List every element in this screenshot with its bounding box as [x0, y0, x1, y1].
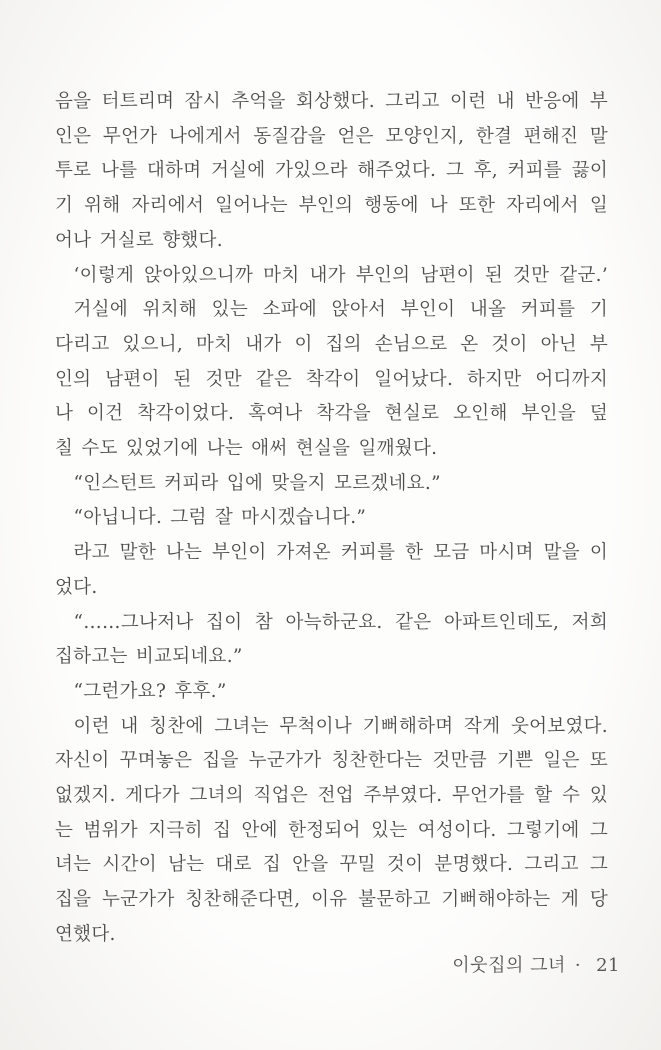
text-line: 라고 말한 나는 부인이 가져온 커피를 한 모금 마시며 말을 이: [73, 542, 608, 564]
text-line: ‘이렇게 앉아있으니까 마치 내가 부인의 남편이 된 것만 같군.’: [73, 264, 608, 286]
text-line: 집하고는 비교되네요.”: [55, 646, 243, 668]
text-line: 자신이 꾸며놓은 집을 누군가가 칭찬한다는 것만큼 기쁜 일은 또: [55, 750, 608, 772]
text-line: 음을 터트리며 잠시 추억을 회상했다. 그리고 이런 내 반응에 부: [55, 91, 608, 112]
text-line: “……그나저나 집이 참 아늑하군요. 같은 아파트인데도, 저희: [73, 611, 608, 633]
text-line: 거실에 위치해 있는 소파에 앉아서 부인이 내올 커피를 기: [73, 299, 608, 321]
text-line: 나 이건 착각이었다. 혹여나 착각을 현실로 오인해 부인을 덮: [55, 403, 608, 425]
text-line: 연했다.: [55, 923, 116, 945]
text-line: “아닙니다. 그럼 잘 마시겠습니다.”: [73, 507, 367, 529]
body-text: [55, 85, 608, 953]
text-line: 인은 무언가 나에게서 동질감을 얻은 모양인지, 한결 편해진 말: [55, 125, 608, 147]
text-line: 투로 나를 대하며 거실에 가있으라 해주었다. 그 후, 커피를 끓이: [55, 160, 608, 182]
text-line: 칠 수도 있었기에 나는 애써 현실을 일깨웠다.: [55, 438, 438, 460]
text-line: 없겠지. 게다가 그녀의 직업은 전업 주부였다. 무언가를 할 수 있: [55, 785, 608, 807]
text-line: 었다.: [55, 576, 98, 598]
page-footer: [452, 951, 620, 977]
text-line: “그런가요? 후후.”: [73, 680, 227, 702]
page-number: 21: [596, 955, 620, 976]
running-title: 이웃집의 그녀: [452, 955, 566, 976]
text-line: 인의 남편이 된 것만 같은 착각이 일어났다. 하지만 어디까지: [55, 368, 608, 390]
text-line: 는 범위가 지극히 집 안에 한정되어 있는 여성이다. 그렇기에 그: [55, 819, 608, 841]
text-line: “인스턴트 커피라 입에 맞을지 모르겠네요.”: [73, 472, 441, 494]
text-line: 다리고 있으니, 마치 내가 이 집의 손님으로 온 것이 아닌 부: [55, 333, 608, 355]
text-line: 녀는 시간이 남는 대로 집 안을 꾸밀 것이 분명했다. 그리고 그: [55, 854, 608, 876]
text-line: 이런 내 칭찬에 그녀는 무척이나 기뻐해하며 작게 웃어보였다.: [73, 715, 608, 737]
separator-dot: ·: [574, 955, 582, 976]
text-line: 어나 거실로 향했다.: [55, 229, 223, 251]
text-line: 기 위해 자리에서 일어나는 부인의 행동에 나 또한 자리에서 일: [55, 195, 608, 217]
text-line: 집을 누군가가 칭찬해준다면, 이유 불문하고 기뻐해야하는 게 당: [55, 889, 608, 911]
